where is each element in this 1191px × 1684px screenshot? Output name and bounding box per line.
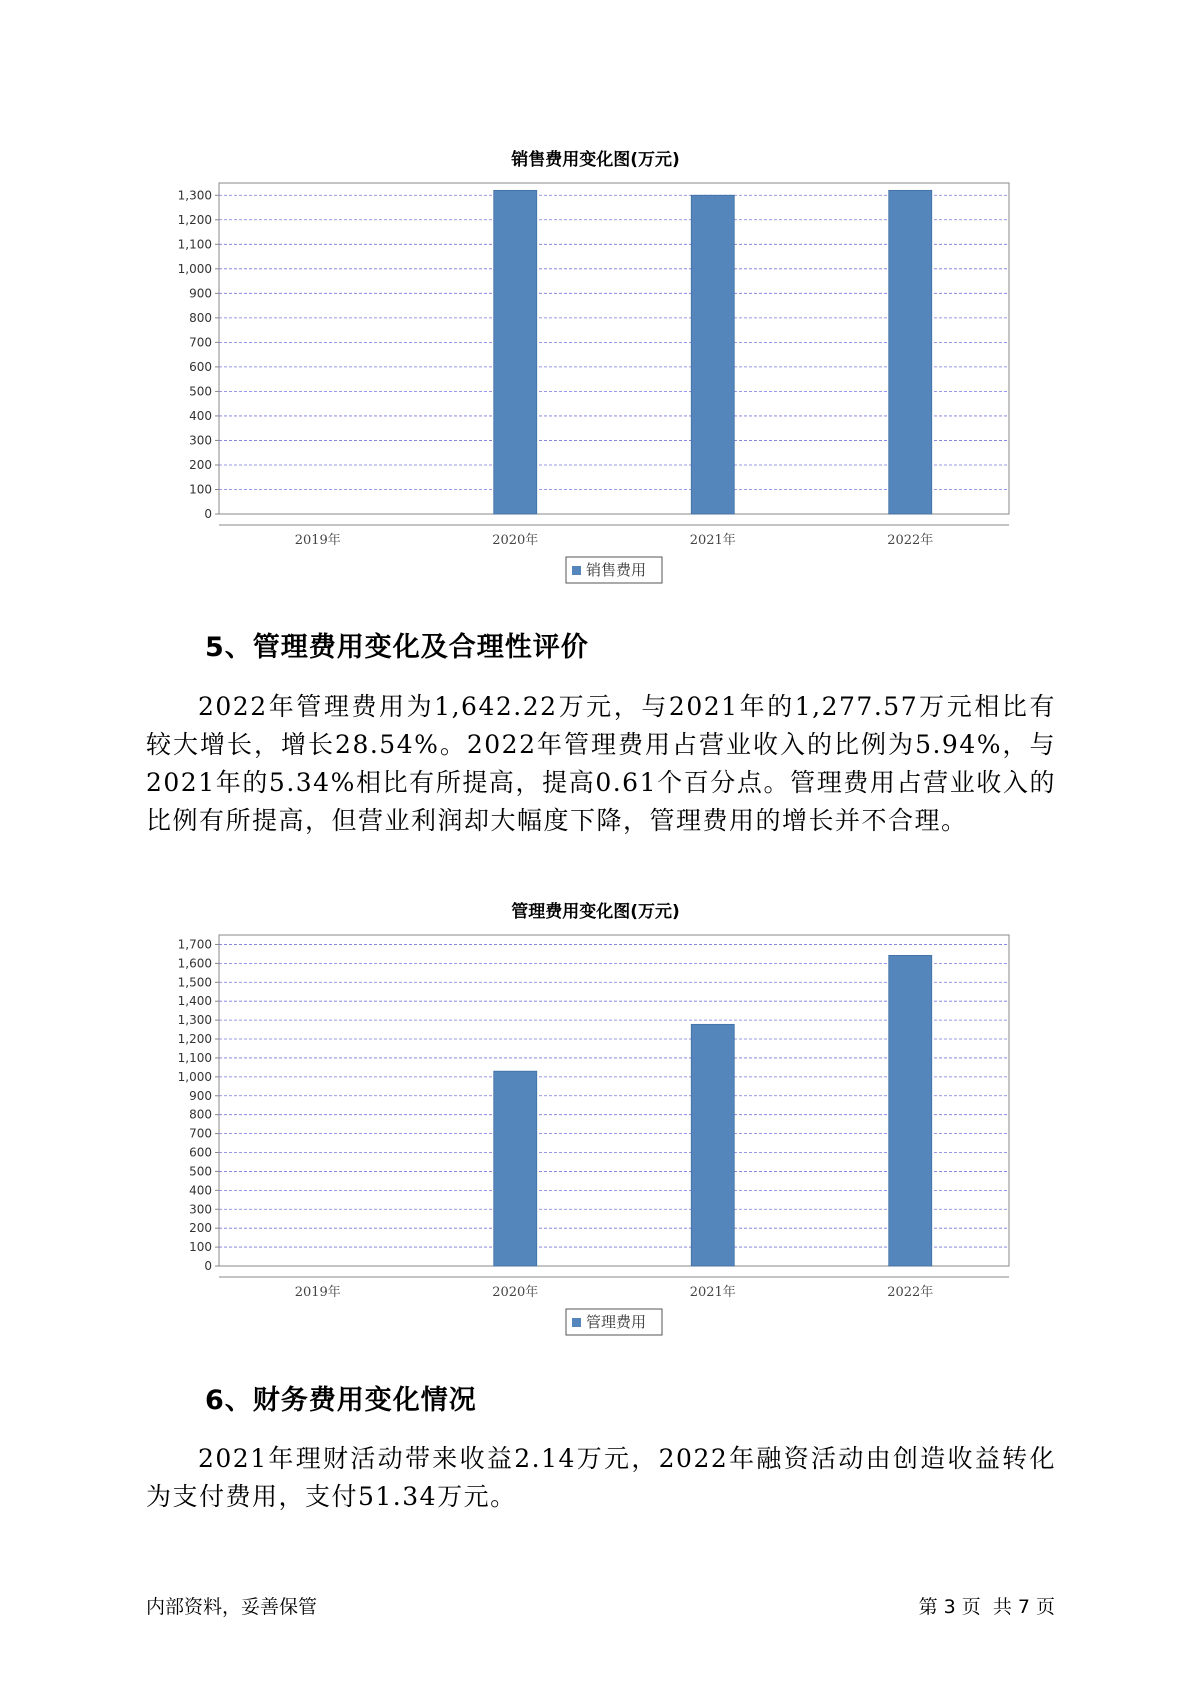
y-tick-label: 800 [189,1107,212,1122]
y-tick-label: 1,200 [177,1032,212,1047]
y-tick-label: 1,000 [177,261,212,276]
y-tick-label: 1,600 [177,956,212,971]
y-tick-label: 1,700 [177,937,212,952]
y-tick-label: 1,200 [177,212,212,227]
y-tick-label: 1,400 [177,994,212,1009]
y-tick-label: 1,500 [177,975,212,990]
legend-label: 销售费用 [586,561,647,579]
section-6-heading: 6、财务费用变化情况 [205,1385,477,1416]
section-5-heading: 5、管理费用变化及合理性评价 [205,632,589,663]
x-tick-label: 2020年 [492,533,539,548]
y-tick-label: 700 [189,335,212,350]
y-tick-label: 100 [189,1240,212,1255]
chart-title-sales: 销售费用变化图(万元) [511,150,680,170]
x-tick-label: 2021年 [689,533,736,548]
y-tick-label: 1,300 [177,1013,212,1028]
y-tick-label: 200 [189,457,212,472]
x-tick-label: 2019年 [294,533,341,548]
y-tick-label: 1,100 [177,1050,212,1065]
section-6-paragraph: 2021年理财活动带来收益2.14万元，2022年融资活动由创造收益转化为支付费用，支付51.34万元。 [146,1444,1056,1511]
legend-swatch [572,1318,581,1327]
x-tick-label: 2021年 [689,1285,736,1300]
bar [691,195,734,514]
chart-admin-expense [0,922,1191,1342]
y-tick-label: 0 [204,507,212,521]
chart-title-admin: 管理费用变化图(万元) [511,902,680,922]
y-tick-label: 500 [189,384,212,399]
x-tick-label: 2022年 [887,1285,934,1300]
footer-confidential: 内部资料，妥善保管 [146,1596,318,1618]
y-tick-label: 1,300 [177,188,212,203]
bar [494,190,537,514]
y-tick-label: 500 [189,1164,212,1179]
y-tick-label: 600 [189,359,212,374]
bar [691,1024,734,1266]
y-tick-label: 900 [189,286,212,301]
legend-label: 管理费用 [586,1313,647,1331]
y-tick-label: 0 [204,1259,212,1273]
x-tick-label: 2019年 [294,1285,341,1300]
bar [494,1071,537,1266]
section-5-paragraph: 2022年管理费用为1,642.22万元，与2021年的1,277.57万元相比有较大增长，增长28.54%。2022年管理费用占营业收入的比例为5.94%，与2021年的5.34%相比有所提高，提高0.61个百分点。管理费用占营业收入的比例有所提高，但营业利润却大幅度下降，管理费用的增长并不合理。 [146,692,1056,835]
y-tick-label: 400 [189,1183,212,1198]
chart-sales-expense [0,170,1191,590]
y-tick-label: 700 [189,1126,212,1141]
y-tick-label: 800 [189,310,212,325]
y-tick-label: 300 [189,1202,212,1217]
y-tick-label: 400 [189,408,212,423]
y-tick-label: 1,000 [177,1069,212,1084]
y-tick-label: 100 [189,482,212,497]
y-tick-label: 200 [189,1221,212,1236]
y-tick-label: 300 [189,433,212,448]
y-tick-label: 1,100 [177,237,212,252]
footer-page-number: 第 3 页 共 7 页 [918,1596,1055,1618]
bar [889,955,932,1266]
legend-swatch [572,566,581,575]
bar [889,190,932,514]
x-tick-label: 2020年 [492,1285,539,1300]
y-tick-label: 900 [189,1088,212,1103]
x-tick-label: 2022年 [887,533,934,548]
y-tick-label: 600 [189,1145,212,1160]
